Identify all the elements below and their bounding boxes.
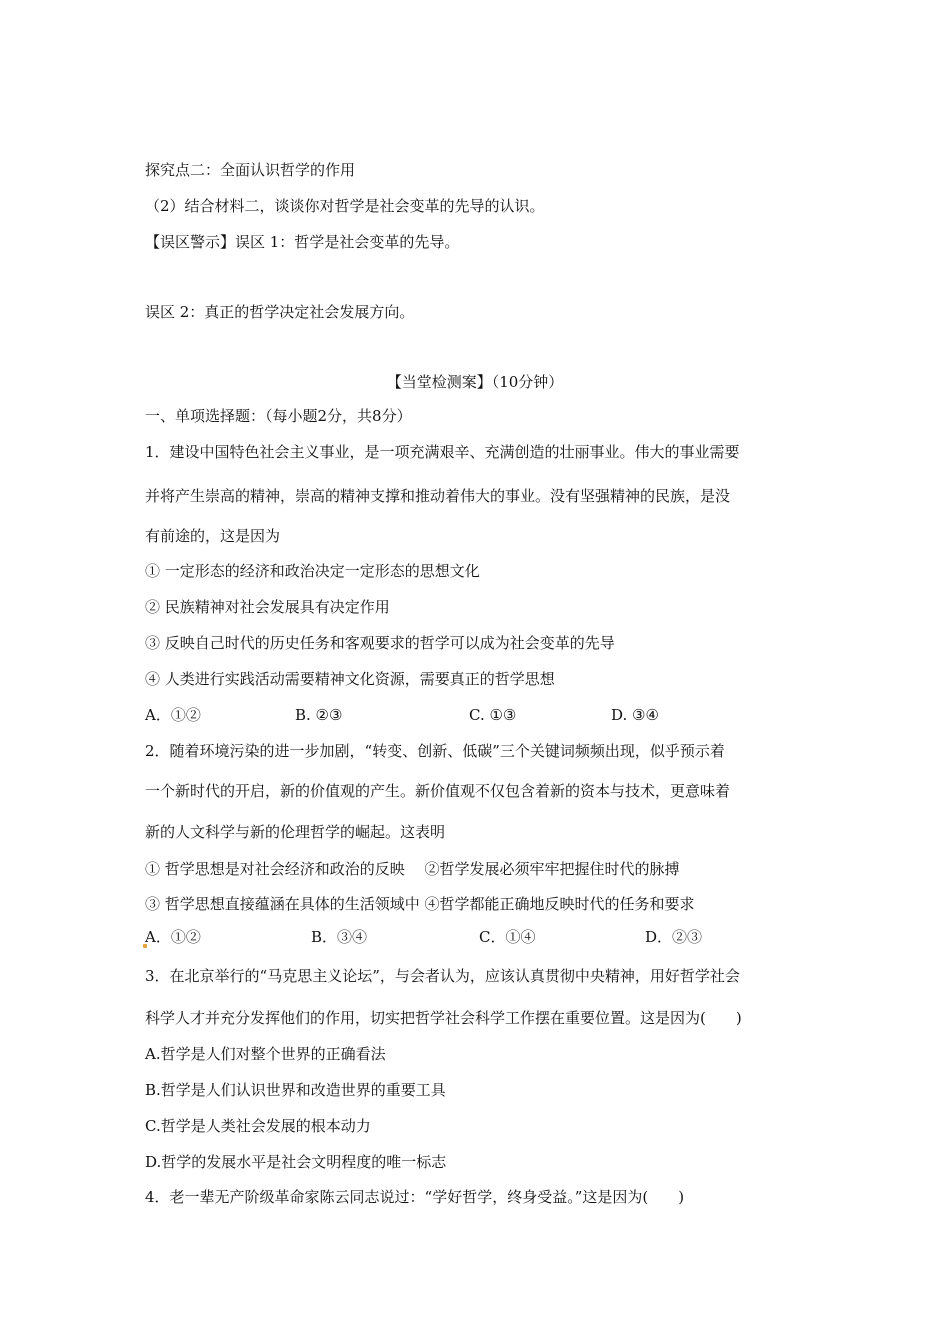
q2-stem-line-2: 一个新时代的开启，新的价值观的产生。新价值观不仅包含着新的资本与技术，更意味着: [145, 782, 731, 800]
q1-stem-line-3: 有前途的，这是因为: [145, 527, 281, 545]
q3-option-b: B.哲学是人们认识世界和改造世界的重要工具: [145, 1081, 446, 1099]
q2-stem-line-1: 2．随着环境污染的进一步加剧，“转变、创新、低碳”三个关键词频频出现，似乎预示着: [145, 742, 725, 760]
q2-stem-line-3: 新的人文科学与新的伦理哲学的崛起。这表明: [145, 823, 446, 841]
q4-stem-line-1: 4．老一辈无产阶级革命家陈云同志说过：“学好哲学，终身受益。”这是因为( ): [145, 1188, 685, 1206]
explore-question-2: （2）结合材料二，谈谈你对哲学是社会变革的先导的认识。: [145, 197, 545, 215]
q1-statement-1: ① 一定形态的经济和政治决定一定形态的思想文化: [145, 562, 480, 580]
q3-option-c: C.哲学是人类社会发展的根本动力: [145, 1117, 371, 1135]
q3-stem-line-2: 科学人才并充分发挥他们的作用，切实把哲学社会科学工作摆在重要位置。这是因为( ): [145, 1009, 742, 1027]
q2-option-a: A．①②: [145, 928, 201, 946]
misconception-2: 误区 2：真正的哲学决定社会发展方向。: [145, 303, 415, 321]
q3-stem-line-1: 3．在北京举行的“马克思主义论坛”，与会者认为，应该认真贯彻中央精神，用好哲学社会: [145, 967, 740, 985]
test-heading: 【当堂检测案】（10分钟）: [386, 373, 564, 391]
q1-statement-2: ② 民族精神对社会发展具有决定作用: [145, 598, 390, 616]
q1-option-d: D. ③④: [611, 706, 659, 724]
q2-statements-3-4: ③ 哲学思想直接蕴涵在具体的生活领域中 ④哲学都能正确地反映时代的任务和要求: [145, 895, 695, 913]
q1-stem-line-2: 并将产生崇高的精神，崇高的精神支撑和推动着伟大的事业。没有坚强精神的民族，是没: [145, 487, 731, 505]
q1-statement-3: ③ 反映自己时代的历史任务和客观要求的哲学可以成为社会变革的先导: [145, 634, 615, 652]
q1-option-a: A．①②: [145, 706, 201, 724]
q1-option-c: C. ①③: [469, 706, 517, 724]
explore-point-two: 探究点二：全面认识哲学的作用: [145, 161, 356, 179]
section-title: 一、单项选择题：（每小题2分，共8分）: [145, 407, 412, 425]
q3-option-d: D.哲学的发展水平是社会文明程度的唯一标志: [145, 1153, 447, 1171]
q2-statements-1-2: ① 哲学思想是对社会经济和政治的反映 ②哲学发展必须牢牢把握住时代的脉搏: [145, 860, 680, 878]
misconception-1: 【误区警示】误区 1：哲学是社会变革的先导。: [145, 233, 460, 251]
q3-option-a: A.哲学是人们对整个世界的正确看法: [145, 1045, 386, 1063]
q2-option-d: D．②③: [645, 928, 703, 946]
q1-statement-4: ④ 人类进行实践活动需要精神文化资源，需要真正的哲学思想: [145, 670, 555, 688]
q1-stem-line-1: 1．建设中国特色社会主义事业，是一项充满艰辛、充满创造的壮丽事业。伟大的事业需要: [145, 443, 740, 461]
q2-option-b: B．③④: [311, 928, 368, 946]
q1-option-b: B. ②③: [295, 706, 343, 724]
q2-option-c: C．①④: [479, 928, 536, 946]
